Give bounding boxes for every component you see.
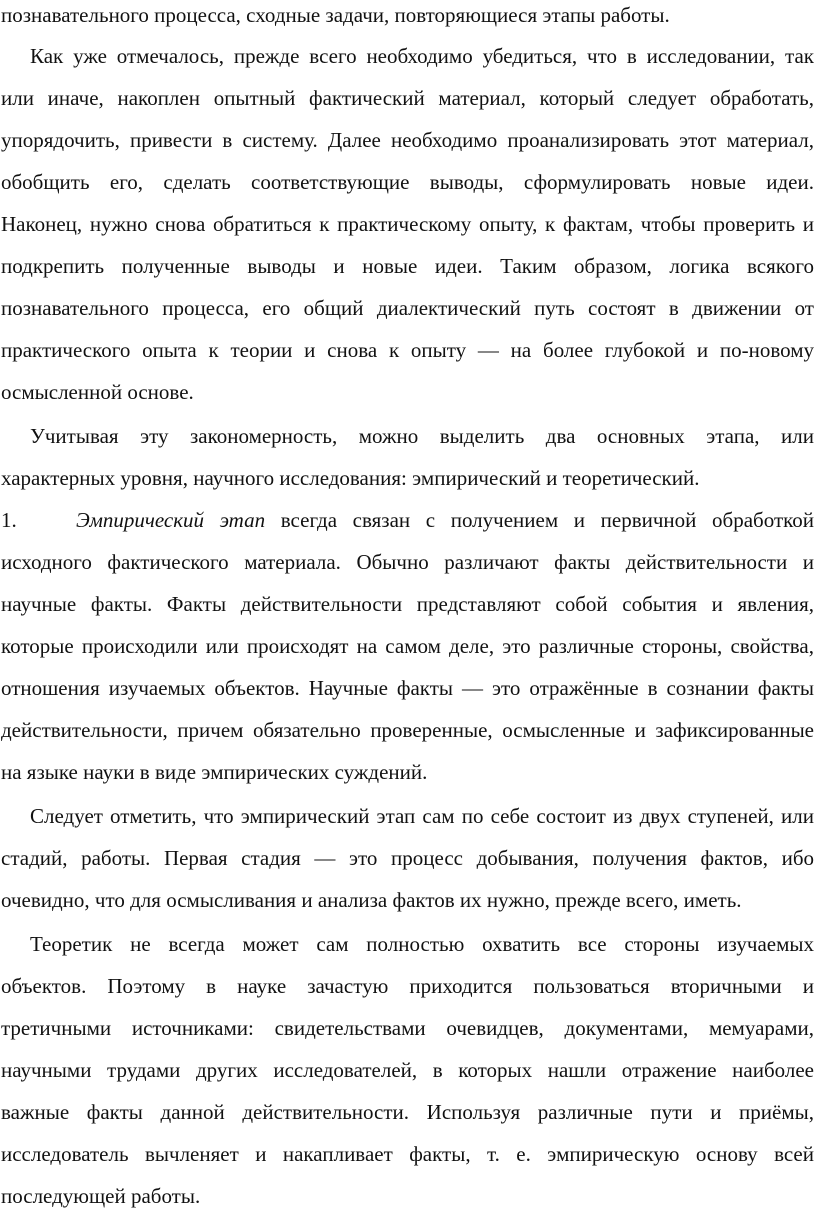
text-line: упорядочить, привести в систему. Далее необходимо проанализировать этот материал,	[1, 128, 814, 152]
numbered-item-line	[1, 500, 814, 540]
text-line: Учитывая эту закономерность, можно выделить два основных этапа, или	[30, 424, 814, 448]
text-line: обобщить его, сделать соответствующие выводы, сформулировать новые идеи.	[1, 170, 814, 194]
text-line: осмысленной основе.	[1, 380, 194, 404]
text-line: исходного фактического материала. Обычно различают факты действительности и	[1, 550, 814, 574]
text-line: подкрепить полученные выводы и новые идеи. Таким образом, логика всякого	[1, 254, 814, 278]
text-line: третичными источниками: свидетельствами очевидцев, документами, мемуарами,	[1, 1016, 814, 1040]
text-line: Как уже отмечалось, прежде всего необходимо убедиться, что в исследовании, так	[30, 44, 814, 68]
text-line: научными трудами других исследователей, в которых нашли отражение наиболее	[1, 1058, 814, 1082]
text-line: которые происходили или происходят на самом деле, это различные стороны, свойства,	[1, 634, 814, 658]
text-line: объектов. Поэтому в науке зачастую приходится пользоваться вторичными и	[1, 974, 814, 998]
text-line: познавательного процесса, его общий диалектический путь состоят в движении от	[1, 296, 814, 320]
text-line: последующей работы.	[1, 1184, 201, 1208]
text-line: стадий, работы. Первая стадия — это процесс добывания, получения фактов, ибо	[1, 846, 814, 870]
text-line: важные факты данной действительности. Используя различные пути и приёмы,	[1, 1100, 814, 1124]
text-line: действительности, причем обязательно проверенные, осмысленные и зафиксированные	[1, 718, 814, 742]
text-line: или иначе, накоплен опытный фактический материал, который следует обработать,	[1, 86, 814, 110]
text-line: на языке науки в виде эмпирических суждений.	[1, 760, 428, 784]
text-line: практического опыта к теории и снова к опыту — на более глубокой и по-новому	[1, 338, 814, 362]
text-line: Наконец, нужно снова обратиться к практическому опыту, к фактам, чтобы проверить и	[1, 212, 814, 236]
text-line: познавательного процесса, сходные задачи, повторяющиеся этапы работы.	[1, 3, 670, 27]
text-line: исследователь вычленяет и накапливает факты, т. е. эмпирическую основу всей	[1, 1142, 814, 1166]
list-number: 1.	[1, 508, 17, 532]
text-line: Следует отметить, что эмпирический этап сам по себе состоит из двух ступеней, или	[30, 804, 814, 828]
text-line: Теоретик не всегда может сам полностью охватить все стороны изучаемых	[30, 932, 814, 956]
text-line: отношения изучаемых объектов. Научные факты — это отражённые в сознании факты	[1, 676, 814, 700]
numbered-item-text	[76, 500, 814, 540]
text-line: характерных уровня, научного исследования: эмпирический и теоретический.	[1, 466, 700, 490]
numbered-item-rest: всегда связан с получением и первичной обработкой	[265, 508, 815, 532]
text-line: очевидно, что для осмысливания и анализа фактов их нужно, прежде всего, иметь.	[1, 888, 742, 912]
text-line: научные факты. Факты действительности представляют собой события и явления,	[1, 592, 814, 616]
italic-term: Эмпирический этап	[76, 508, 266, 532]
